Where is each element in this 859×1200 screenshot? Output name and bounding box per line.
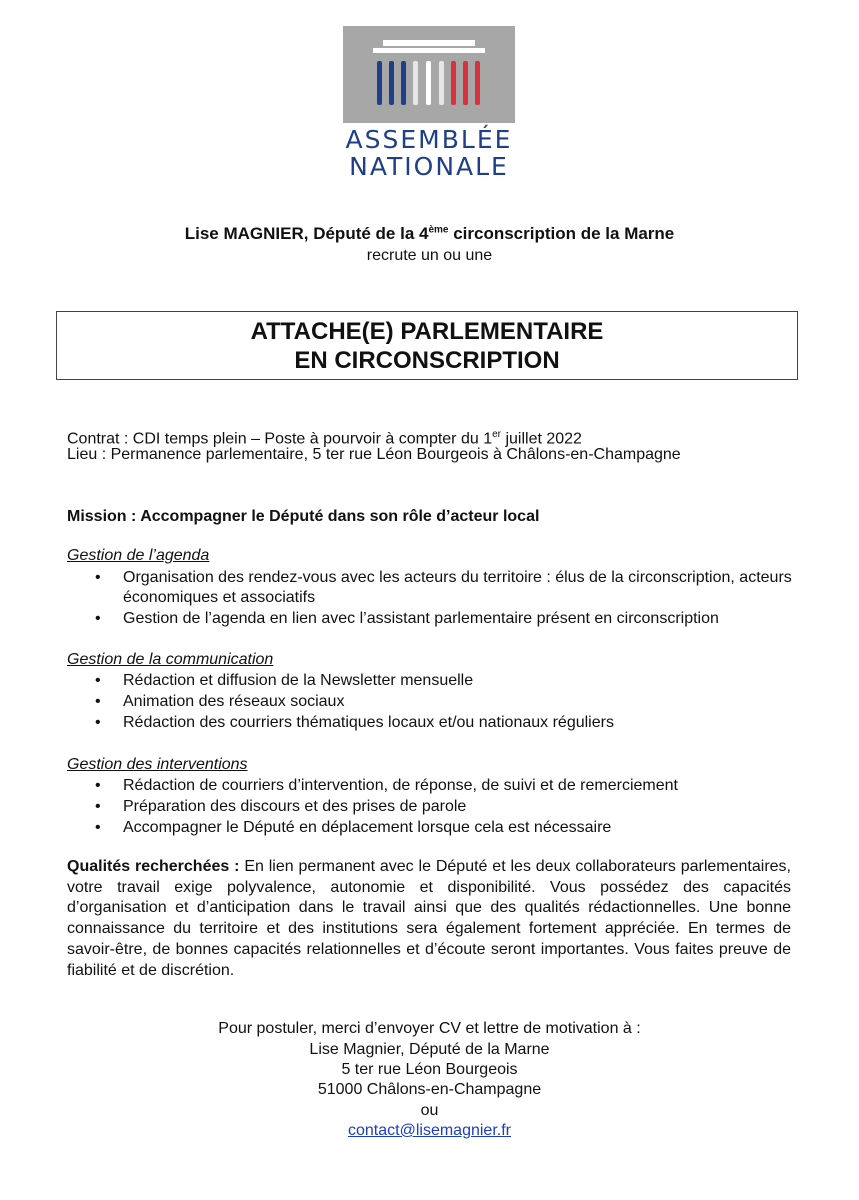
list-item: Rédaction des courriers thématiques locaux et/ou nationaux réguliers xyxy=(123,714,614,731)
contract-text: Contrat : CDI temps plein – Poste à pourvoir à compter du 1 xyxy=(67,430,493,448)
list-item: Préparation des discours et des prises de parole xyxy=(123,798,467,815)
contract-text-end: juillet 2022 xyxy=(501,430,582,448)
section-title-communication: Gestion de la communication xyxy=(67,651,274,668)
apply-line-2: Lise Magnier, Député de la Marne xyxy=(309,1041,550,1058)
bullet-icon: • xyxy=(95,777,101,794)
header-text: Lise MAGNIER, Député de la 4 xyxy=(184,224,429,243)
qualities-paragraph xyxy=(67,857,791,981)
list-item: Animation des réseaux sociaux xyxy=(123,693,345,710)
list-item: Rédaction et diffusion de la Newsletter mensuelle xyxy=(123,672,474,689)
header-superscript: ème xyxy=(428,224,449,236)
bullet-icon: • xyxy=(95,714,101,731)
job-title-line-1: ATTACHE(E) PARLEMENTAIRE xyxy=(250,318,604,345)
parliament-building-icon xyxy=(343,26,515,123)
location-line: Lieu : Permanence parlementaire, 5 ter rue Léon Bourgeois à Châlons-en-Champagne xyxy=(67,446,681,463)
assemblee-nationale-logo xyxy=(343,26,515,182)
list-item: Rédaction de courriers d’intervention, de réponse, de suivi et de remerciement xyxy=(123,777,678,794)
logo-text-nationale: NATIONALE xyxy=(349,152,509,181)
bullet-icon: • xyxy=(95,798,101,815)
header-line xyxy=(0,224,859,244)
job-title-box xyxy=(56,311,798,380)
apply-line-4: 51000 Châlons-en-Champagne xyxy=(317,1081,542,1098)
qualities-text: En lien permanent avec le Député et les deux collaborateurs parlementaires, votre travail exige polyvalence, autonomie et disponibilité. Vous possédez des capacités d’organisation et d’anticipation dans le travail ainsi que des qualités rédactionnelles. Une bonne connaissance du territoire et des institutions sera également fortement appréciée. En termes de savoir-être, de bonnes capacités relationnelles et d’écoute seront importantes. Vous faites preuve de fiabilité et de discrétion. xyxy=(67,858,791,979)
job-title-line-2: EN CIRCONSCRIPTION xyxy=(294,347,560,374)
qualities-label: Qualités recherchées : xyxy=(67,858,240,875)
section-title-agenda: Gestion de l’agenda xyxy=(67,547,210,564)
header-text-end: circonscription de la Marne xyxy=(448,224,675,243)
bullet-icon: • xyxy=(95,672,101,689)
bullet-icon: • xyxy=(95,819,101,836)
mission-heading: Mission : Accompagner le Député dans son rôle d’acteur local xyxy=(67,508,540,525)
bullet-icon: • xyxy=(95,693,101,710)
bullet-icon: • xyxy=(95,569,101,586)
list-item: Gestion de l’agenda en lien avec l’assistant parlementaire présent en circonscription xyxy=(123,610,719,627)
list-item: Organisation des rendez-vous avec les acteurs du territoire : élus de la circonscription, acteurs économiques et associatifs xyxy=(123,569,792,606)
apply-line-or: ou xyxy=(420,1102,439,1119)
header-subline: recrute un ou une xyxy=(366,247,493,264)
list-item: Accompagner le Député en déplacement lorsque cela est nécessaire xyxy=(123,819,612,836)
apply-line-1: Pour postuler, merci d’envoyer CV et lettre de motivation à : xyxy=(218,1020,641,1037)
apply-line-3: 5 ter rue Léon Bourgeois xyxy=(341,1061,518,1078)
logo-text-assemblee: ASSEMBLÉE xyxy=(345,125,513,154)
bullet-icon: • xyxy=(95,610,101,627)
email-link[interactable]: contact@lisemagnier.fr xyxy=(348,1122,511,1139)
section-title-interventions: Gestion des interventions xyxy=(67,756,248,773)
email-line xyxy=(0,1121,859,1141)
contract-superscript: er xyxy=(492,429,501,440)
